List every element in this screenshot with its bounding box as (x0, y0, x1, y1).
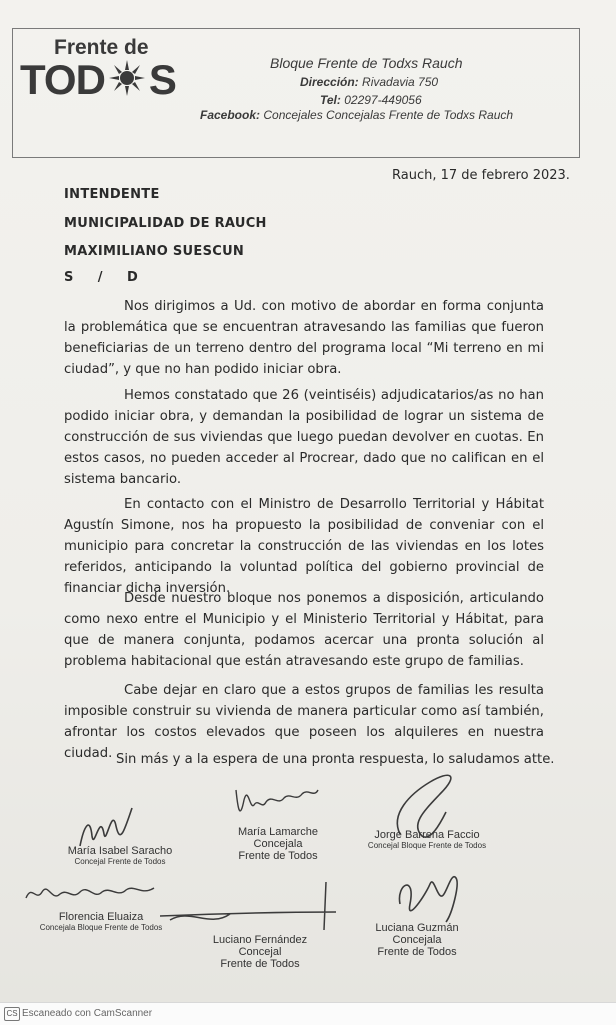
letter-date: Rauch, 17 de febrero 2023. (392, 168, 570, 183)
recipient-line-4: S / D (64, 270, 139, 285)
fernandez-signature-icon (150, 878, 340, 938)
signature-guzman: Luciana Guzmán Concejala Frente de Todos (375, 922, 459, 958)
signature-barrena: Jorge Barrena Faccio Concejal Bloque Frente de Todos (367, 829, 487, 850)
signature-lamarche: María Lamarche Concejala Frente de Todos (237, 826, 319, 862)
recipient-line-2: MUNICIPALIDAD DE RAUCH (64, 216, 267, 231)
logo-text-top: Frente de (54, 36, 149, 59)
frente-de-todos-logo (20, 36, 190, 136)
logo-text-bottom: TOD S (20, 56, 176, 103)
recipient-line-1: INTENDENTE (64, 187, 160, 202)
signature-fernandez: Luciano Fernández Concejal Frente de Todos (212, 934, 308, 970)
signature-eluaiza: Florencia Eluaiza Concejala Bloque Frente de Todos (39, 911, 163, 932)
closing-line: Sin más y a la espera de una pronta respuesta, lo saludamos atte. (116, 752, 555, 767)
camscanner-footer (0, 1002, 616, 1025)
paragraph-3: En contacto con el Ministro de Desarrollo Territorial y Hábitat Agustín Simone, nos ha propuesto la posibilidad de conveniar con el municipio para concretar la construcción de las viviendas en los lotes referidos, anticipando la voluntad política del gobierno provincial de financiar dicha inversión. (64, 497, 544, 596)
eluaiza-signature-icon (22, 878, 162, 914)
signature-saracho: María Isabel Saracho Concejal Frente de Todos (67, 845, 173, 866)
bloque-title: Bloque Frente de Todxs Rauch (270, 55, 463, 71)
sun-icon (105, 58, 149, 98)
camscanner-icon: CS (4, 1007, 20, 1021)
paragraph-4: Desde nuestro bloque nos ponemos a disposición, articulando como nexo entre el Municipio y el Ministerio Territorial y Hábitat, para que de manera conjunta, podamos acercar una pronta solución al problema habitacional que están atravesando este grupo de familias. (64, 591, 544, 669)
recipient-line-3: MAXIMILIANO SUESCUN (64, 244, 245, 259)
paragraph-1: Nos dirigimos a Ud. con motivo de abordar en forma conjunta la problemática que se encuentran atravesando las familias que fueron beneficiarias de un terreno dentro del programa local “Mi terreno en mi ciudad”, y que no han podido iniciar obra. (64, 299, 544, 377)
facebook-line: Facebook: Concejales Concejalas Frente de Todxs Rauch (200, 108, 514, 122)
tel-line: Tel: 02297-449056 (320, 93, 422, 107)
direccion-line: Dirección: Rivadavia 750 (300, 75, 439, 89)
lamarche-signature-icon (228, 780, 328, 830)
paragraph-5: Cabe dejar en claro que a estos grupos de familias les resulta imposible construir su vivienda de manera particular como así también, afrontar los costos elevados que poseen los alquileres en nuestra ciudad. (64, 683, 544, 761)
camscanner-text: Escaneado con CamScanner (22, 1008, 153, 1019)
paragraph-2: Hemos constatado que 26 (veintiséis) adjudicatarios/as no han podido iniciar obra, y demandan la posibilidad de lograr un sistema de construcción de sus viviendas que luego puedan devolver en cuotas. En estos casos, no pueden acceder al Procrear, dado que no califican en el sistema bancario. (64, 388, 544, 487)
